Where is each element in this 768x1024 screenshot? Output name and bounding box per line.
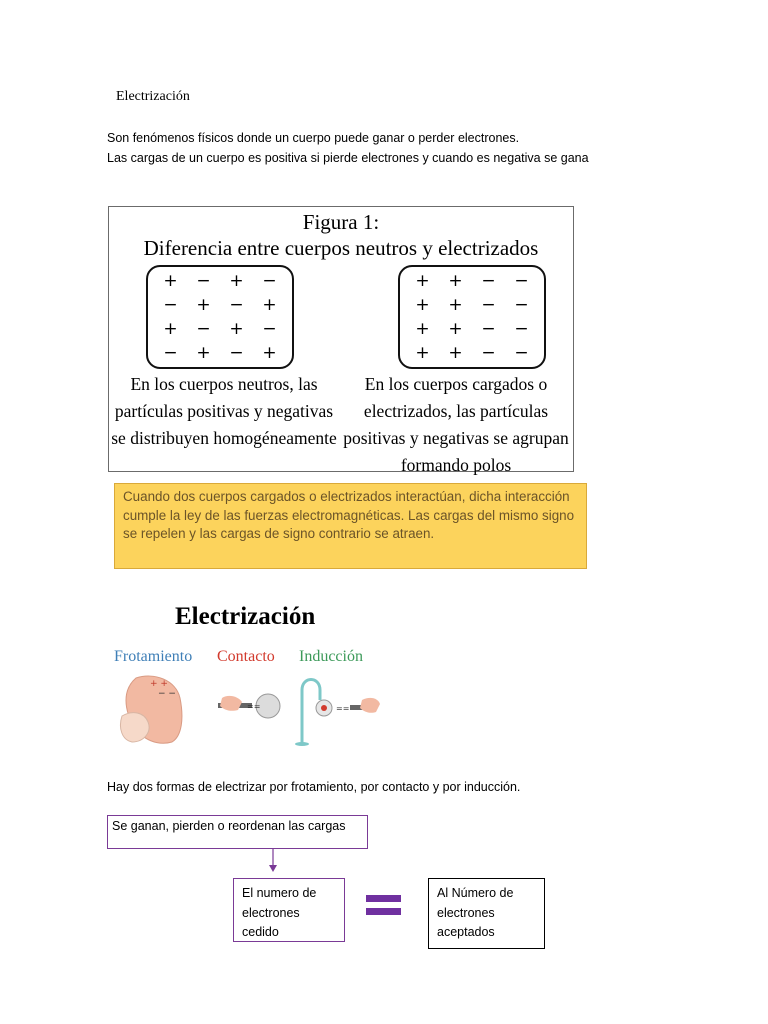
charge-sign: + xyxy=(415,270,430,291)
charge-sign: − xyxy=(514,294,529,315)
summary-line: Hay dos formas de electrizar por frotamiento, por contacto y por inducción. xyxy=(107,780,521,794)
charge-sign: + xyxy=(229,318,244,339)
charge-sign: − xyxy=(481,342,496,363)
method-frotamiento: Frotamiento xyxy=(114,648,193,665)
charge-sign: + xyxy=(448,342,463,363)
svg-text:+ +: + + xyxy=(150,679,168,689)
charge-sign: − xyxy=(514,318,529,339)
charge-sign: − xyxy=(163,342,178,363)
contact-rod-icon xyxy=(218,694,280,718)
down-arrow-icon xyxy=(266,849,280,873)
induction-electroscope-icon xyxy=(295,680,380,747)
charge-sign: + xyxy=(262,294,277,315)
diagram-accepted-box: Al Número de electrones aceptados xyxy=(428,878,545,949)
rubbing-hand-icon xyxy=(120,676,181,743)
charge-sign: + xyxy=(448,318,463,339)
charge-sign: + xyxy=(415,318,430,339)
svg-text:==: == xyxy=(336,704,350,713)
charge-sign: − xyxy=(481,270,496,291)
charge-sign: − xyxy=(262,318,277,339)
electrization-illustration xyxy=(114,670,384,746)
charge-sign: − xyxy=(196,318,211,339)
method-induccion: Inducción xyxy=(299,648,363,665)
charge-sign: + xyxy=(196,342,211,363)
intro-line-2: Las cargas de un cuerpo es positiva si pierde electrones y cuando es negativa se gana xyxy=(107,151,589,165)
charge-sign: − xyxy=(163,294,178,315)
svg-text:− −: − − xyxy=(158,689,176,699)
charge-sign: + xyxy=(262,342,277,363)
caption-neutral: En los cuerpos neutros, las partículas positivas y negativas se distribuyen homogéneamente xyxy=(111,374,337,448)
charge-sign: + xyxy=(448,294,463,315)
charge-sign: − xyxy=(229,294,244,315)
equals-icon xyxy=(366,895,401,917)
electrizacion-heading: Electrización xyxy=(175,603,316,630)
intro-line-1: Son fenómenos físicos donde un cuerpo puede ganar o perder electrones. xyxy=(107,131,520,145)
charge-sign: + xyxy=(415,342,430,363)
charge-sign: − xyxy=(481,318,496,339)
neutral-body-box xyxy=(146,265,294,369)
caption-charged: En los cuerpos cargados o electrizados, las partículas positivas y negativas se agrupan formando polos xyxy=(343,374,569,475)
figure-subtitle: Diferencia entre cuerpos neutros y electrizados xyxy=(143,236,539,260)
diagram-main-box: Se ganan, pierden o reordenan las cargas xyxy=(107,815,368,849)
charge-sign: − xyxy=(229,342,244,363)
charge-sign: + xyxy=(196,294,211,315)
charge-sign: − xyxy=(514,270,529,291)
charge-sign: + xyxy=(415,294,430,315)
note-box: Cuando dos cuerpos cargados o electrizados interactúan, dicha interacción cumple la ley de las fuerzas electromagnéticas. Las cargas del mismo signo se repelen y las cargas de signo contrario se atraen. xyxy=(114,483,587,569)
document-title: Electrización xyxy=(116,89,190,104)
charge-sign: + xyxy=(163,270,178,291)
svg-text:==: == xyxy=(247,702,261,711)
charge-sign: + xyxy=(229,270,244,291)
charge-sign: − xyxy=(481,294,496,315)
charge-sign: − xyxy=(514,342,529,363)
charge-sign: + xyxy=(448,270,463,291)
charge-sign: − xyxy=(196,270,211,291)
charge-sign: − xyxy=(262,270,277,291)
charged-body-box xyxy=(398,265,546,369)
method-contacto: Contacto xyxy=(217,648,275,665)
figure-title: Figura 1: xyxy=(302,210,380,234)
diagram-ceded-box: El numero de electrones cedido xyxy=(233,878,345,942)
figure-1 xyxy=(108,206,574,475)
charge-sign: + xyxy=(163,318,178,339)
